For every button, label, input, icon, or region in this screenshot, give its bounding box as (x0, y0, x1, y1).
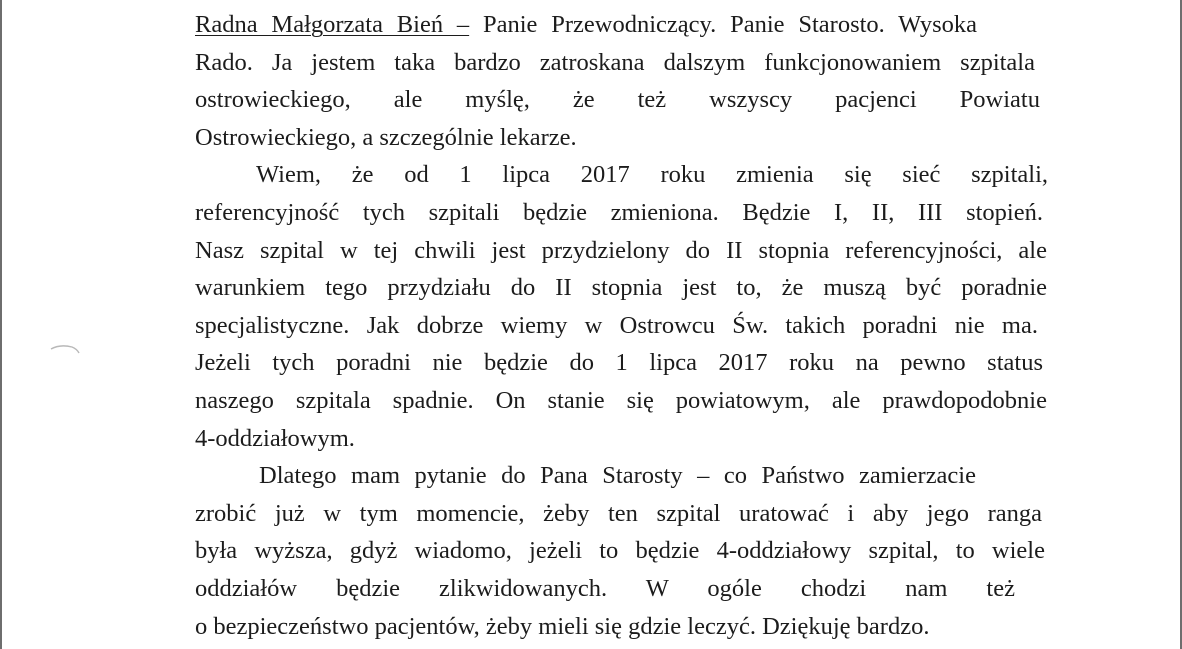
text-line: warunkiem tego przydziału do II stopnia jest to, że muszą być poradnie (195, 274, 1047, 302)
text-line: oddziałów będzie zlikwidowanych. W ogóle chodzi nam też (195, 574, 1015, 602)
text-line: Wiem, że od 1 lipca 2017 roku zmienia się sieć szpitali, (256, 161, 1048, 189)
text-line: naszego szpitala spadnie. On stanie się powiatowym, ale prawdopodobnie (195, 386, 1047, 414)
text-line: specjalistyczne. Jak dobrze wiemy w Ostrowcu Św. takich poradni nie ma. (195, 311, 1038, 339)
paragraph-3 (195, 457, 1045, 645)
text-line: Nasz szpital w tej chwili jest przydzielony do II stopnia referencyjności, ale (195, 236, 1047, 264)
text-line: o bezpieczeństwo pacjentów, żeby mieli się gdzie leczyć. Dziękuję bardzo. (195, 612, 930, 640)
speaker-name: Radna Małgorzata Bień – (195, 11, 470, 38)
text-line: Dlatego mam pytanie do Pana Starosty – co Państwo zamierzacie (259, 462, 976, 490)
text-line (195, 6, 977, 44)
text-line: Rado. Ja jestem taka bardzo zatroskana dalszym funkcjonowaniem szpitala (195, 48, 1035, 76)
speaker-statement-start: Panie Przewodniczący. Panie Starosto. Wysoka (469, 11, 977, 38)
document-page (195, 6, 1048, 645)
paragraph-1 (195, 6, 1045, 156)
text-line: Ostrowieckiego, a szczególnie lekarze. (195, 123, 577, 151)
text-line: była wyższa, gdyż wiadomo, jeżeli to będzie 4-oddziałowy szpital, to wiele (195, 537, 1045, 565)
scan-speck (50, 343, 80, 355)
scan-border-left (0, 0, 2, 649)
text-line: Jeżeli tych poradni nie będzie do 1 lipca 2017 roku na pewno status (195, 349, 1043, 377)
text-line: 4-oddziałowym. (195, 424, 355, 452)
text-line: zrobić już w tym momencie, żeby ten szpital uratować i aby jego ranga (195, 499, 1042, 527)
paragraph-2 (195, 156, 1048, 457)
text-line: ostrowieckiego, ale myślę, że też wszyscy pacjenci Powiatu (195, 86, 1040, 114)
text-line: referencyjność tych szpitali będzie zmieniona. Będzie I, II, III stopień. (195, 198, 1043, 226)
